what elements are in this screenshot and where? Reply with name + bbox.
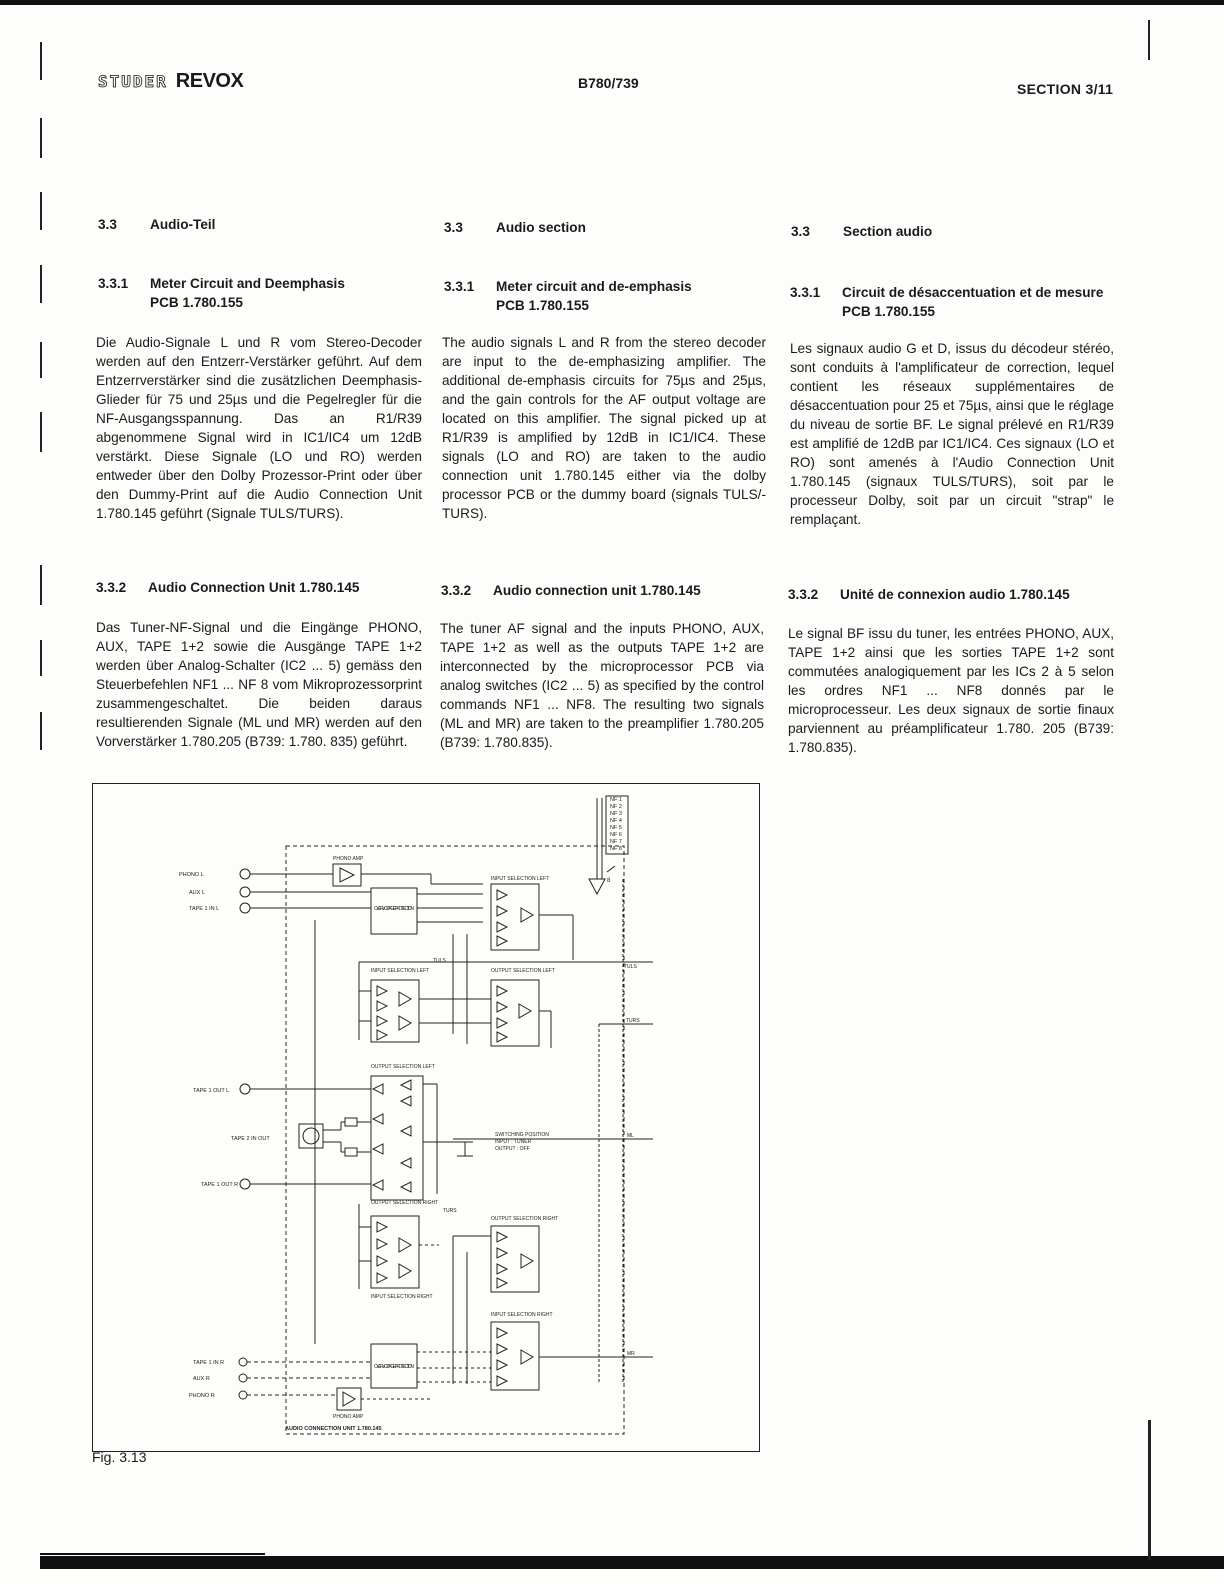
svg-text:OVER VOLTAGE PROTECTION: OVER VOLTAGE PROTECTION xyxy=(374,906,414,912)
switch-triangle xyxy=(497,922,507,932)
svg-text:INPUT SELECTION RIGHT: INPUT SELECTION RIGHT xyxy=(491,1312,553,1318)
ovp-top xyxy=(371,874,483,934)
switch-triangle xyxy=(401,1080,411,1090)
nf-line-label: NF 6 xyxy=(610,832,622,838)
scan-mark-left xyxy=(40,265,42,303)
nf-line-label: NF 8 xyxy=(610,846,622,852)
switch-triangle xyxy=(497,1376,507,1386)
amplifier-triangle xyxy=(340,868,354,882)
phono-amp-box xyxy=(337,1388,361,1410)
ml-label: ML xyxy=(627,1133,634,1139)
studer-revox-logo xyxy=(98,70,243,93)
aux-l-jack xyxy=(240,887,250,897)
de-subsection-1-body: Die Audio-Signale L und R vom Stereo-Decoder werden auf den Entzerr-Verstärker geführt. Auf dem Entzerrverstärker sind die zusätzlichen Deemphasis-Glieder für 75 und 25µs und die Pegelregler für die NF-Ausgangsspannung. Das an R1/R39 abgenommene Signal wird in IC1/IC4 um 12dB verstärkt. Diese Signale (LO und RO) werden entweder über den Dolby Prozessor-Print oder über den Dummy-Print auf die Audio Connection Unit 1.780.145 geführt (Signale TULS/TURS). xyxy=(96,335,422,521)
scan-mark-right xyxy=(1148,20,1150,60)
svg-text:PHONO AMP: PHONO AMP xyxy=(333,856,364,862)
scan-mark-left xyxy=(40,712,42,750)
buffer-triangle xyxy=(399,1264,411,1278)
switch-triangle xyxy=(377,1256,387,1266)
scan-mark-left xyxy=(40,565,42,605)
schematic-figure xyxy=(92,783,760,1452)
en-subsection-2-heading: 3.3.2 Audio connection unit 1.780.145 xyxy=(441,583,701,598)
switch-box xyxy=(491,884,539,950)
tape1-in-l-jack xyxy=(240,903,250,913)
switch-triangle xyxy=(373,1180,383,1190)
nf-line-label: NF 2 xyxy=(610,804,622,810)
nf-line-label: NF 4 xyxy=(610,818,622,824)
switch-triangle xyxy=(377,1239,387,1249)
switch-triangle xyxy=(497,1344,507,1354)
switch-triangle xyxy=(377,1273,387,1283)
switching-position-note xyxy=(495,1132,549,1152)
buffer-triangle xyxy=(399,1238,411,1252)
tape1-in-r-jack xyxy=(239,1358,247,1366)
switch-triangle xyxy=(373,1084,383,1094)
svg-text:INPUT : TUNER: INPUT : TUNER xyxy=(495,1139,532,1145)
studer-wordmark: STUDER xyxy=(98,72,168,91)
tuls-label: TULS xyxy=(624,964,637,970)
tape1-in-r-label: TAPE 1 IN R xyxy=(193,1360,225,1366)
scan-mark-right xyxy=(1148,1420,1151,1560)
input-selection-left-mid xyxy=(359,962,429,1042)
buffer-triangle xyxy=(399,992,411,1006)
nf-bus-count: 8 xyxy=(607,878,611,884)
switch-triangle xyxy=(497,906,507,916)
section-number: SECTION 3/11 xyxy=(1017,81,1114,97)
switch-box xyxy=(371,980,419,1042)
left-inputs xyxy=(179,869,371,913)
fr-subsection-1-body: Les signaux audio G et D, issus du décodeur stéréo, sont conduits à l'amplificateur de correction, lequel contient les réseaux supplémentaires de désaccentuation pour 25 et 75µs, ainsi que le réglage du niveau de sortie BF. Le signal prélevé en R1/R39 est amplifié de 12dB par IC1/IC4. Ces signaux (LO et RO) sont amenés à l'Audio Connection Unit 1.780.145 (signaux TULS/TURS), soit par le processeur Dolby, soit par un circuit "strap" le remplaçant. xyxy=(790,341,1114,527)
buffer-triangle xyxy=(521,1350,533,1364)
tape-output-selection-left xyxy=(371,1064,473,1200)
en-section-heading: 3.3 Audio section xyxy=(444,220,586,235)
fr-subsection-2-body: Le signal BF issu du tuner, les entrées PHONO, AUX, TAPE 1+2 ainsi que les sorties TAPE 1+2 sont commutées analogiquement par les ICs 2 à 5 selon les ordres NF1 ... NF8 donnés par le microprocesseur. Les deux signaux de sortie finaux parviennent au préamplificateur 1.780. 205 (B739: 1.780.835). xyxy=(788,626,1114,755)
buffer-triangle xyxy=(399,1016,411,1030)
svg-text:OUTPUT : OFF: OUTPUT : OFF xyxy=(495,1146,530,1152)
fr-section-heading: 3.3 Section audio xyxy=(791,224,933,239)
bottom-border-rule xyxy=(40,1556,1224,1569)
output-selection-right-second xyxy=(419,1216,558,1384)
scan-mark-left xyxy=(40,192,42,230)
switch-triangle xyxy=(497,1264,507,1274)
en-subsection-1-heading: 3.3.1 Meter circuit and de-emphasis PCB 1.780.155 xyxy=(444,279,692,313)
tuls-mid-label: TULS xyxy=(433,958,446,964)
top-border-rule xyxy=(0,0,1224,5)
svg-text:SWITCHING POSITION: SWITCHING POSITION xyxy=(495,1132,549,1138)
switch-triangle xyxy=(497,890,507,900)
switch-triangle xyxy=(497,1278,507,1288)
switch-box xyxy=(371,1076,423,1200)
revox-wordmark: REVOX xyxy=(175,70,244,92)
de-subsection-2-body: Das Tuner-NF-Signal und die Eingänge PHONO, AUX, TAPE 1+2 sowie die Ausgänge TAPE 1+2 werden über Analog-Schalter (IC2 ... 5) gemäss den Steuerbefehlen NF1 ... NF 8 vom Mikroprozessorprint zusammengeschaltet. Die beiden daraus resultierenden Signale (ML und MR) werden auf den Vorverstärker 1.780.205 (B739: 1.780. 835) geführt. xyxy=(96,620,422,749)
phono-amp-bottom xyxy=(333,1388,431,1420)
switch-triangle xyxy=(497,1002,507,1012)
switch-triangle xyxy=(373,1144,383,1154)
nf-line-label: NF 1 xyxy=(610,797,622,803)
resistor xyxy=(345,1118,357,1126)
din-socket-circle xyxy=(303,1128,319,1144)
switch-box xyxy=(491,1226,539,1292)
tape1-in-l-label: TAPE 1 IN L xyxy=(189,906,220,912)
svg-text:INPUT SELECTION LEFT: INPUT SELECTION LEFT xyxy=(491,876,550,882)
turs-label: TURS xyxy=(626,1018,640,1024)
switch-triangle xyxy=(373,1114,383,1124)
amplifier-triangle xyxy=(343,1392,355,1406)
svg-text:INPUT SELECTION LEFT: INPUT SELECTION LEFT xyxy=(371,968,430,974)
scan-mark-left xyxy=(40,42,42,80)
switch-triangle xyxy=(401,1126,411,1136)
switch-triangle xyxy=(377,1222,387,1232)
switch-triangle xyxy=(497,986,507,996)
resistor xyxy=(345,1148,357,1156)
tape1-out-l-jack xyxy=(240,1084,250,1094)
switch-triangle xyxy=(401,1182,411,1192)
switch-triangle xyxy=(497,1360,507,1370)
phono-r-jack xyxy=(239,1391,247,1399)
figure-caption: Fig. 3.13 xyxy=(92,1449,147,1465)
svg-text:OUTPUT SELECTION LEFT: OUTPUT SELECTION LEFT xyxy=(371,1064,435,1070)
de-section-heading: 3.3 Audio-Teil xyxy=(98,217,216,232)
switch-triangle xyxy=(497,936,507,946)
svg-text:OUTPUT SELECTION RIGHT: OUTPUT SELECTION RIGHT xyxy=(371,1200,439,1206)
output-selection-left xyxy=(419,934,555,1048)
buffer-triangle xyxy=(521,1254,533,1268)
switch-triangle xyxy=(497,1232,507,1242)
aux-r-jack xyxy=(239,1374,247,1382)
ovp-bottom xyxy=(371,1344,491,1388)
switch-triangle xyxy=(401,1096,411,1106)
switch-triangle xyxy=(497,1018,507,1028)
svg-text:OVER VOLTAGE PROTECTION: OVER VOLTAGE PROTECTION xyxy=(374,1364,414,1370)
svg-text:INPUT SELECTION RIGHT: INPUT SELECTION RIGHT xyxy=(371,1294,433,1300)
de-subsection-2-heading: 3.3.2 Audio Connection Unit 1.780.145 xyxy=(96,580,360,595)
nf-line-label: NF 7 xyxy=(610,839,622,845)
switch-triangle xyxy=(497,1032,507,1042)
de-subsection-1-heading: 3.3.1 Meter Circuit and Deemphasis PCB 1.780.155 xyxy=(98,276,345,310)
switch-triangle xyxy=(377,1030,387,1040)
switch-triangle xyxy=(377,1016,387,1026)
tape1-out-r-label: TAPE 1 OUT R xyxy=(201,1182,239,1188)
switch-triangle xyxy=(377,1001,387,1011)
en-subsection-1-body: The audio signals L and R from the stereo decoder are input to the de-emphasizing amplifier. The additional de-emphasis circuits for 75µs and 25µs, and the gain controls for the AF output voltage are located on this amplifier. The signal picked up at R1/R39 is amplified by 12dB in IC1/IC4. These signals (LO and RO) are taken to the audio connection unit 1.780.145 either via the dolby processor PCB or the dummy board (signals TULS/-TURS). xyxy=(442,335,766,521)
phono-amp-box xyxy=(333,864,361,886)
turs-mid-label: TURS xyxy=(443,1208,457,1214)
bottom-border-mark xyxy=(40,1553,265,1555)
nf-bus-slash xyxy=(607,866,615,872)
tape2-in-out-label: TAPE 2 IN OUT xyxy=(231,1136,270,1142)
buffer-triangle xyxy=(521,908,533,922)
switch-triangle xyxy=(497,1328,507,1338)
scan-mark-left xyxy=(40,118,42,158)
phono-l-label: PHONO L xyxy=(179,872,204,878)
output-selection-right xyxy=(359,1200,457,1300)
nf-line-label: NF 3 xyxy=(610,811,622,817)
scan-mark-left xyxy=(40,640,42,676)
fr-subsection-1-heading: 3.3.1 Circuit de désaccentuation et de mesure PCB 1.780.155 xyxy=(790,285,1104,319)
aux-l-label: AUX L xyxy=(189,890,205,896)
audio-connection-schematic xyxy=(93,784,759,1451)
buffer-triangle xyxy=(519,1004,531,1018)
switch-triangle xyxy=(497,1248,507,1258)
input-selection-left-top xyxy=(491,876,573,960)
switch-triangle xyxy=(401,1158,411,1168)
scan-mark-left xyxy=(40,342,42,378)
mr-label: MR xyxy=(627,1351,635,1357)
input-selection-right xyxy=(491,1312,653,1390)
scan-mark-left xyxy=(40,412,42,452)
tape1-out-l-label: TAPE 1 OUT L xyxy=(193,1088,230,1094)
tape1-out-r-jack xyxy=(240,1179,250,1189)
model-number: B780/739 xyxy=(578,75,639,91)
svg-text:OUTPUT SELECTION LEFT: OUTPUT SELECTION LEFT xyxy=(491,968,555,974)
en-subsection-2-body: The tuner AF signal and the inputs PHONO, AUX, TAPE 1+2 as well as the outputs TAPE 1+2 are interconnected by the microprocessor PCB via analog switches (IC2 ... 5) as specified by the control commands NF1 ... NF8. The resulting two signals (ML and MR) are taken to the preamplifier 1.780.205 (B739: 1.780.835). xyxy=(440,621,764,750)
switch-triangle xyxy=(377,986,387,996)
nf-control-bus xyxy=(589,796,628,894)
tape-outputs xyxy=(193,1084,371,1189)
unit-title: AUDIO CONNECTION UNIT 1.780.145 xyxy=(285,1426,382,1432)
aux-r-label: AUX R xyxy=(193,1376,210,1382)
phono-amp-top xyxy=(333,856,431,886)
fr-subsection-2-heading: 3.3.2 Unité de connexion audio 1.780.145 xyxy=(788,587,1070,602)
phono-r-label: PHONO R xyxy=(189,1393,215,1399)
switch-box xyxy=(491,980,539,1046)
nf-line-label: NF 5 xyxy=(610,825,622,831)
svg-text:PHONO AMP: PHONO AMP xyxy=(333,1414,364,1420)
nf-bus-arrow xyxy=(589,879,605,894)
phono-l-jack xyxy=(240,869,250,879)
svg-text:OUTPUT SELECTION RIGHT: OUTPUT SELECTION RIGHT xyxy=(491,1216,559,1222)
switch-box xyxy=(371,1216,419,1288)
